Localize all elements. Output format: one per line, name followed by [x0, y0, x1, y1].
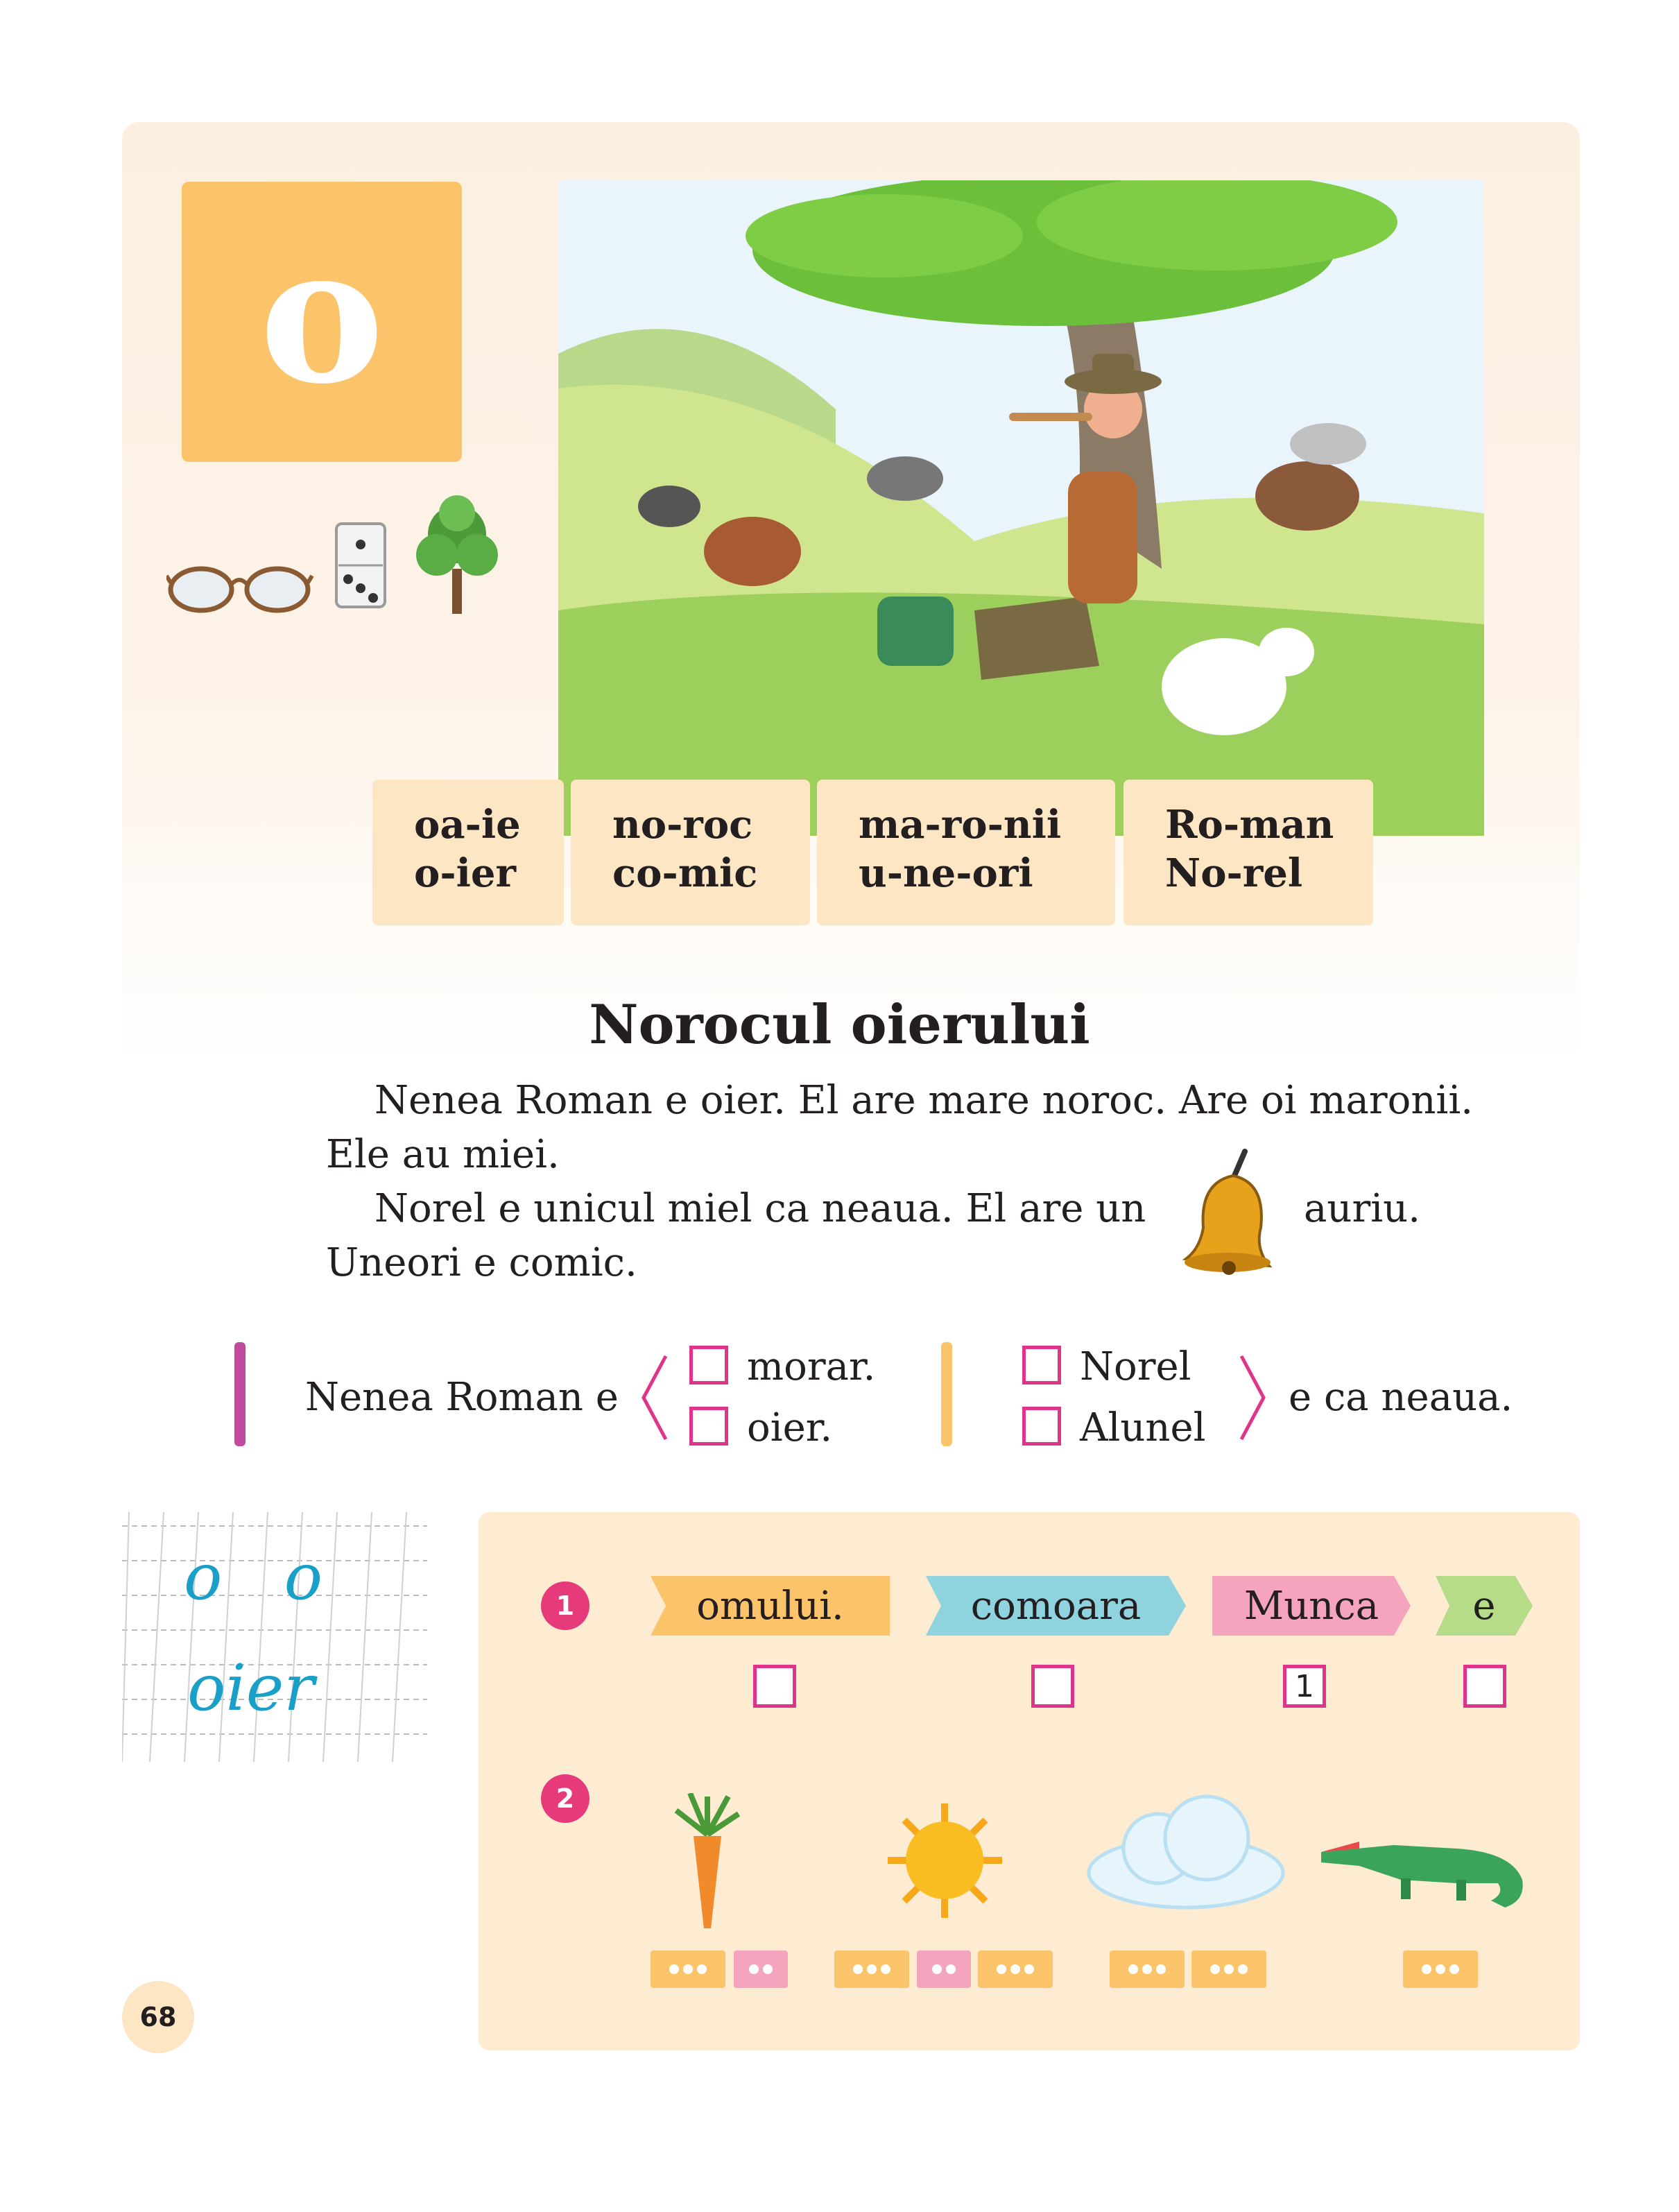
story-line: Ele au miei. — [326, 1132, 560, 1177]
word-tag — [1212, 1576, 1411, 1636]
syllable-card — [372, 780, 564, 925]
option-label: Alunel — [1080, 1405, 1206, 1450]
exercise-bar — [234, 1342, 246, 1446]
domino-icon — [336, 524, 385, 607]
sun-icon — [888, 1803, 1002, 1918]
option-checkbox[interactable] — [1022, 1407, 1061, 1446]
syllable-dots-box — [834, 1950, 909, 1988]
word-tag-label: omului. — [696, 1583, 844, 1629]
bell-icon — [1179, 1144, 1283, 1276]
syllable-card — [817, 780, 1115, 925]
word-tag — [926, 1576, 1186, 1636]
order-box[interactable] — [1031, 1665, 1074, 1708]
order-box[interactable] — [1463, 1665, 1506, 1708]
task-number-badge: 2 — [541, 1774, 589, 1823]
word-tag — [651, 1576, 890, 1636]
bracket-right-icon — [1234, 1353, 1269, 1443]
page-number: 68 — [122, 1981, 194, 2053]
syllable-line: Ro-man — [1165, 802, 1334, 848]
syllable-dots-box — [651, 1950, 725, 1988]
exercise-bar — [941, 1342, 952, 1446]
crocodile-icon — [1318, 1817, 1529, 1921]
syllable-dots-box — [734, 1950, 788, 1988]
order-box[interactable] — [753, 1665, 796, 1708]
cloud-icon — [1082, 1790, 1286, 1914]
story-title: Norocul oierului — [589, 993, 1090, 1056]
syllable-line: o-ier — [414, 850, 516, 896]
bracket-left-icon — [638, 1353, 673, 1443]
small-icons — [166, 486, 513, 624]
option-checkbox[interactable] — [689, 1407, 728, 1446]
word-tag-label: comoara — [970, 1583, 1142, 1629]
syllable-dots-box — [978, 1950, 1053, 1988]
option-label: morar. — [747, 1344, 876, 1389]
syllable-line: ma-ro-nii — [859, 802, 1062, 848]
story-line: Nenea Roman e oier. El are mare noroc. Are oi maronii. — [374, 1078, 1474, 1123]
story-line: Uneori e comic. — [326, 1240, 637, 1285]
story-line: auriu. — [1304, 1186, 1420, 1231]
glasses-icon — [166, 569, 312, 610]
syllable-line: no-roc — [612, 802, 753, 848]
syllable-dots-box — [917, 1950, 971, 1988]
option-label: Norel — [1080, 1344, 1191, 1389]
carrot-icon — [662, 1793, 752, 1932]
word-tag-label: e — [1472, 1583, 1496, 1629]
syllable-dots-box — [1403, 1950, 1478, 1988]
syllable-card — [1123, 780, 1373, 925]
handwriting-line: oier — [187, 1651, 315, 1725]
word-tag-label: Munca — [1243, 1583, 1379, 1629]
syllable-line: oa-ie — [414, 802, 521, 848]
syllable-dots-box — [1110, 1950, 1185, 1988]
handwriting-line: o o — [184, 1540, 344, 1614]
syllable-line: No-rel — [1165, 850, 1303, 896]
story-line: Norel e unicul miel ca neaua. El are un — [374, 1186, 1146, 1231]
syllable-line: u-ne-ori — [859, 850, 1033, 896]
option-checkbox[interactable] — [1022, 1346, 1061, 1384]
option-label: oier. — [747, 1405, 833, 1450]
exercise-prompt: Nenea Roman e — [305, 1375, 619, 1420]
shepherd-illustration — [558, 180, 1484, 836]
syllable-card — [571, 780, 810, 925]
option-checkbox[interactable] — [689, 1346, 728, 1384]
task-number-badge: 1 — [541, 1581, 589, 1630]
tree-icon — [416, 495, 498, 614]
syllable-line: co-mic — [612, 850, 758, 896]
order-box[interactable]: 1 — [1283, 1665, 1326, 1708]
letter-tile — [182, 182, 462, 462]
letter: o — [259, 205, 385, 425]
word-tag — [1436, 1576, 1533, 1636]
exercise-suffix: e ca neaua. — [1289, 1375, 1513, 1420]
syllable-dots-box — [1191, 1950, 1266, 1988]
